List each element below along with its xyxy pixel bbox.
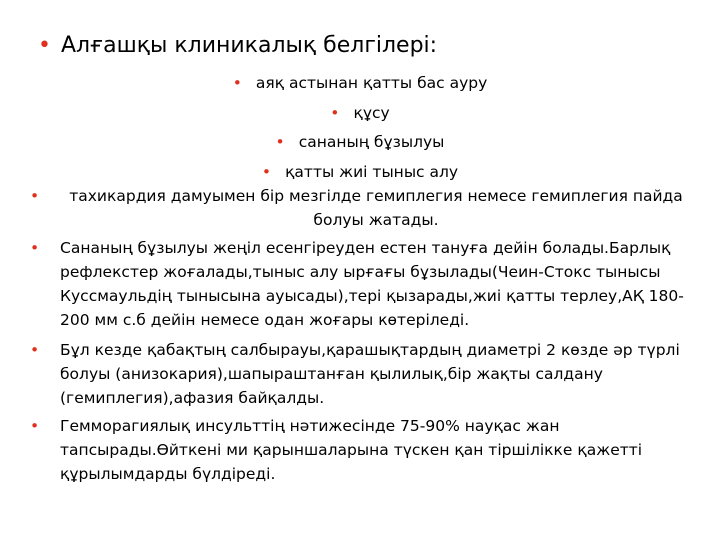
symptom-item-headache [0,69,720,99]
item-text: Сананың бұзылуы жеңіл есенгіреуден естен тануға дейін болады.Барлық рефлекстер жоғалады,тыныс алу ырғағы бұзылады(Чеин-Стокс тынысы Куссмаульдің тынысына ауысады),тері қызарады,жиі қатты терлеу,АҚ 180-200 мм с.б дейін немесе одан жоғары көтеріледі. [60,239,684,329]
item-text: Бұл кезде қабақтың салбырауы,қарашықтардың диаметрі 2 көзде әр түрлі болуы (анизокария),шапыраштанған қылилық,бір жақты салдану (гемиплегия),афазия байқалды. [60,341,680,407]
title-text: Алғашқы клиникалық белгілері: [60,33,438,58]
item-text: Гемморагиялық инсульттің нәтижесінде 75-90% науқас жан тапсырады.Өйткені ми қарыншаларына түскен қан тіршілікке қажетті құрылымдарды бүлдіреді. [60,417,643,483]
symptom-text: аяқ астынан қатты бас ауру [255,74,488,92]
bullet: • [30,187,40,205]
symptom-text: құсу [353,103,390,122]
symptom-item-breathing [0,158,720,188]
symptom-text: сананың бұзылуы [298,133,445,152]
list-item-eyelid [30,338,692,410]
symptom-item-vomiting [0,99,720,129]
bullet: • [275,133,285,152]
symptom-item-consciousness [0,128,720,158]
symptom-list-centered [0,69,720,187]
slide-title [38,31,437,61]
bullet: • [232,74,242,92]
title-bullet: • [38,33,51,58]
bullet: • [30,417,40,435]
item-text: тахикардия дамуымен бір мезгілде гемиплегия немесе гемиплегия пайда болуы жатады. [69,187,683,229]
list-item-hemorrhagic [30,414,692,486]
list-item-consciousness [30,236,692,332]
bullet: • [261,162,272,181]
bullet: • [30,341,40,359]
list-item-tachycardia [30,184,692,232]
symptom-text: қатты жиі тыныс алу [285,162,459,181]
bullet: • [30,239,40,257]
bullet: • [330,103,340,122]
